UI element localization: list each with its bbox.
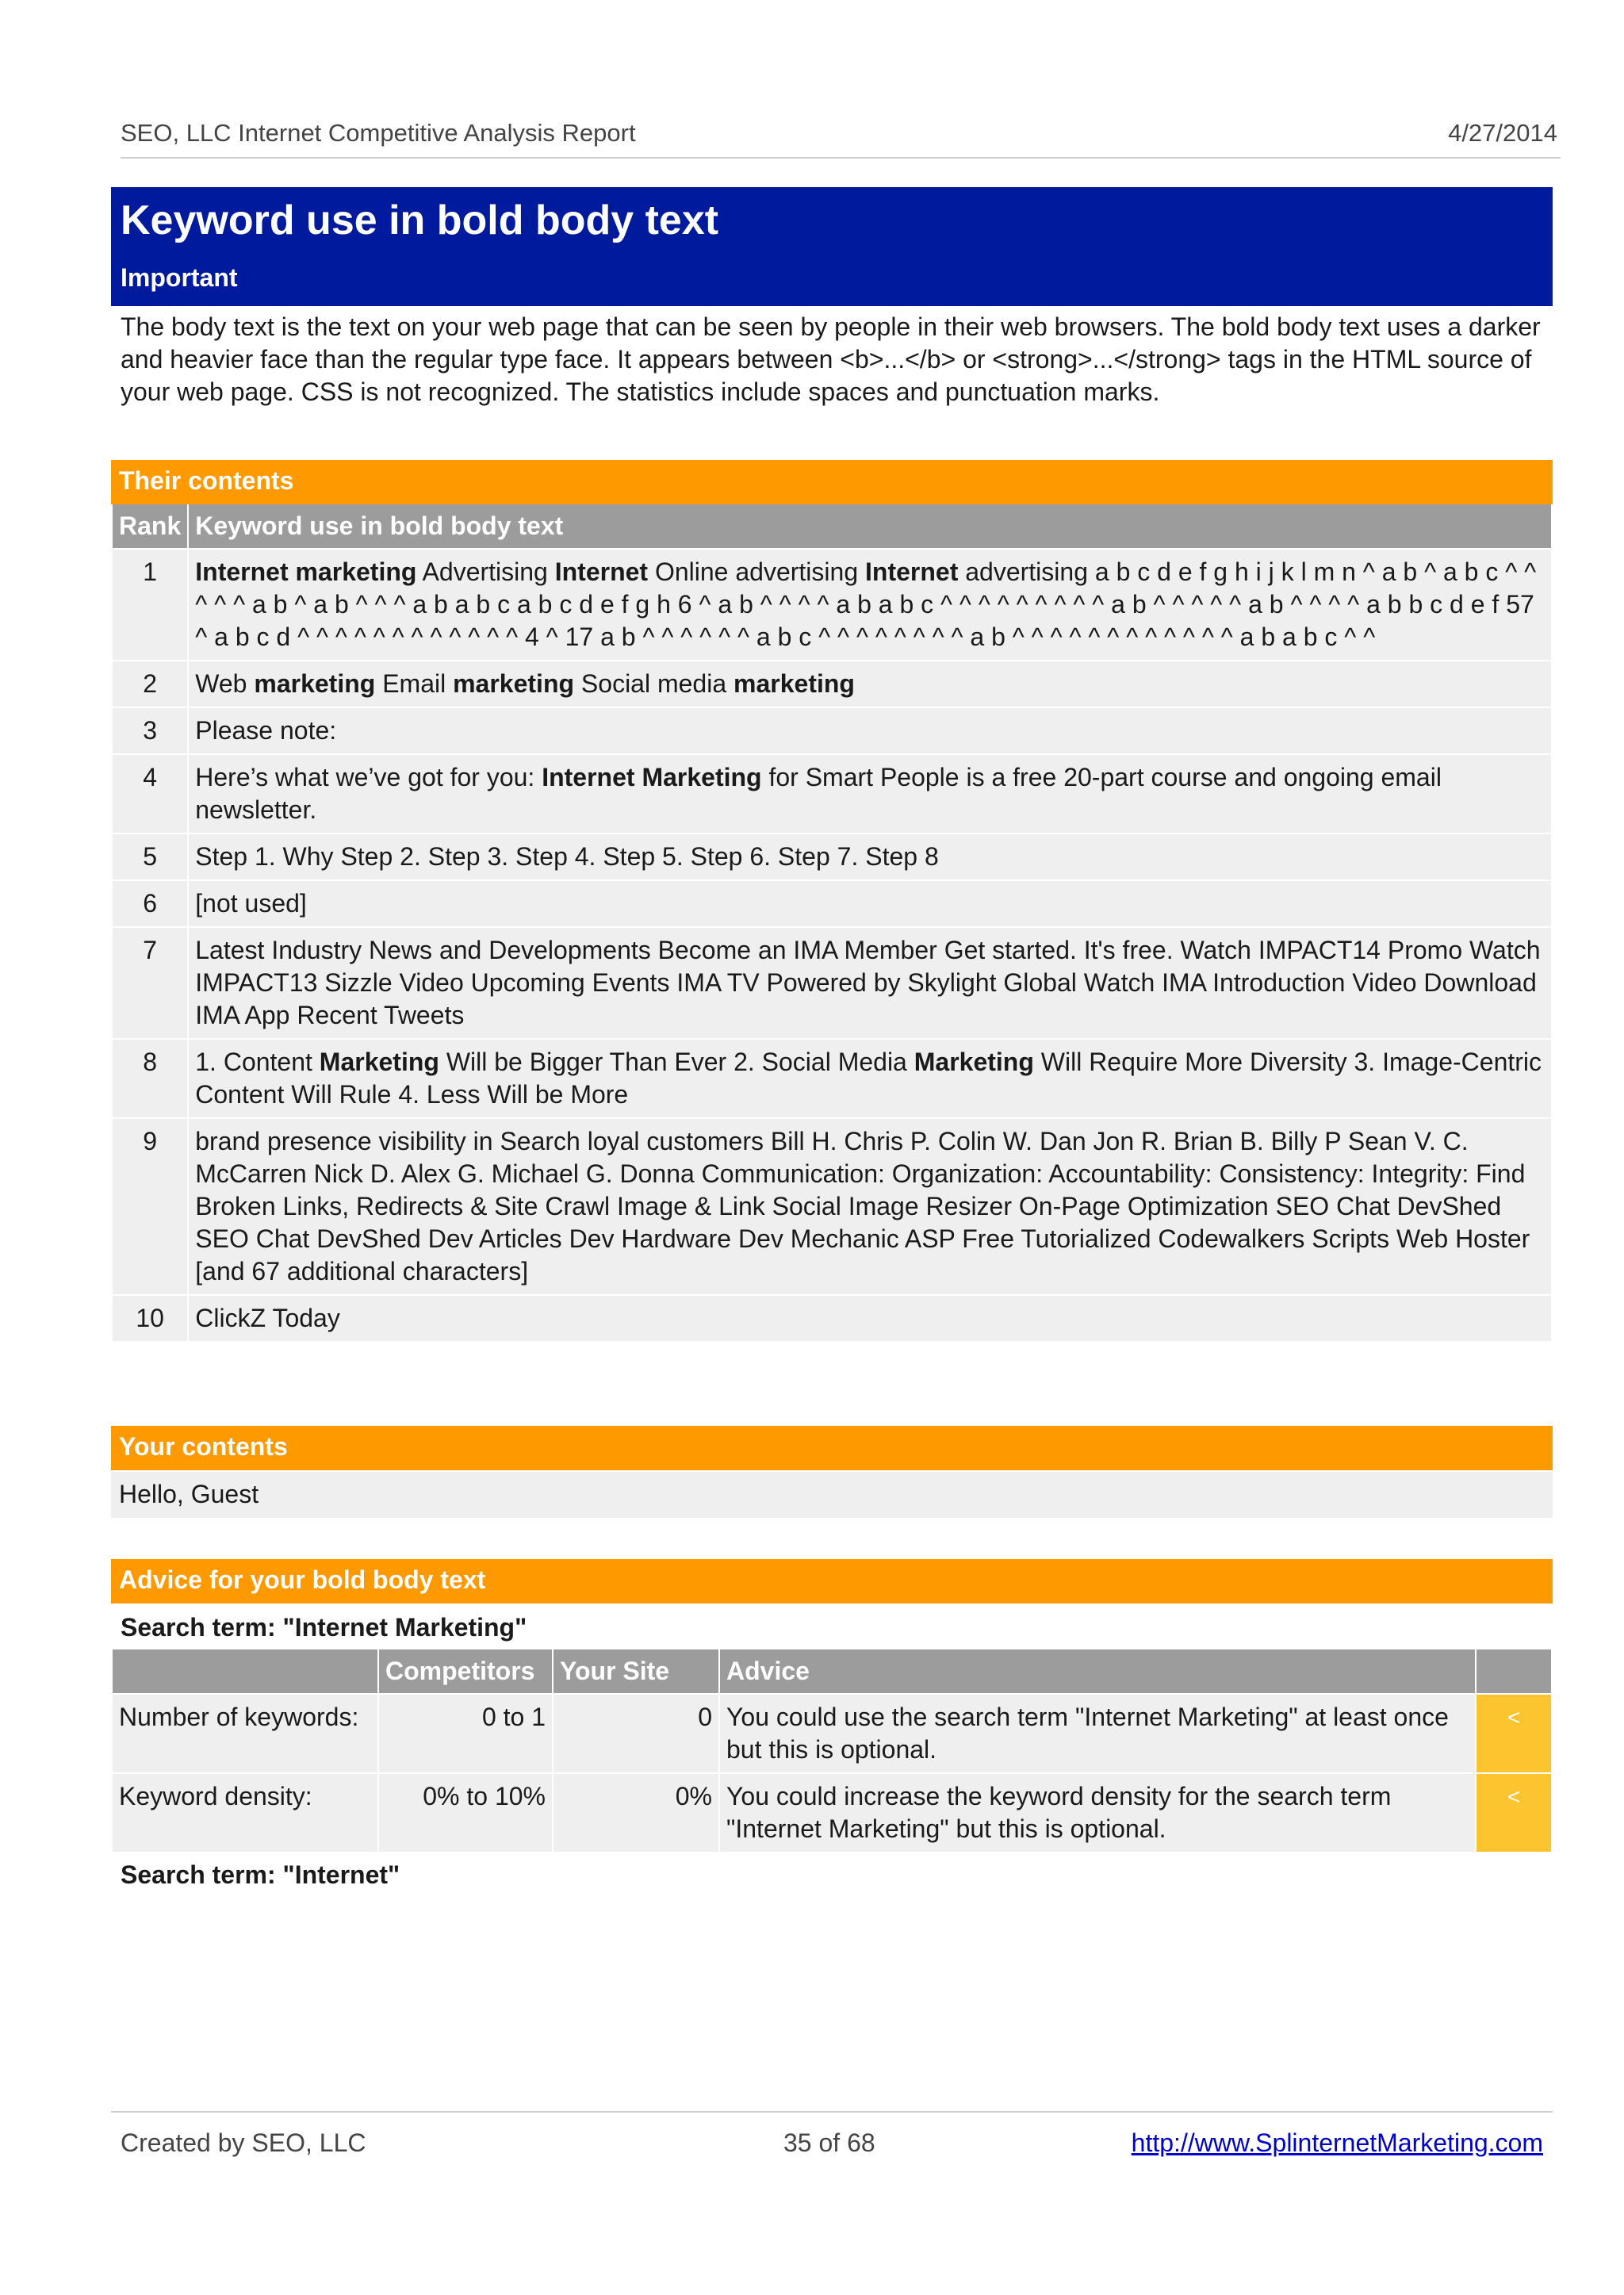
table-row — [112, 549, 1552, 661]
bold-keyword: marketing — [254, 669, 376, 698]
rank-cell: 7 — [112, 927, 188, 1039]
text-fragment: Latest Industry News and Developments Become an IMA Member Get started. It's free. Watch IMPACT14 Promo Watch IMPACT13 Sizzle Video Upcoming Events IMA TV Powered by Skylight Global Watch IMA Introduction Video Download IMA App Recent Tweets — [195, 936, 1541, 1029]
search-term-internet-marketing: Search term: "Internet Marketing" — [121, 1613, 527, 1642]
text-fragment: Here’s what we’ve got for you: — [195, 763, 542, 791]
table-row — [112, 1295, 1552, 1342]
text-fragment: Will be Bigger Than Ever 2. Social Media — [439, 1048, 914, 1076]
table-row — [112, 754, 1552, 833]
page-footer — [111, 2111, 1553, 2160]
text-fragment: ClickZ Today — [195, 1304, 340, 1332]
advice-heading: Advice for your bold body text — [111, 1559, 1553, 1603]
bold-keyword: marketing — [733, 669, 855, 698]
their-contents-heading: Their contents — [111, 460, 1553, 504]
report-title: SEO, LLC Internet Competitive Analysis Report — [121, 119, 636, 147]
column-header-your-site: Your Site — [553, 1649, 719, 1694]
text-fragment: brand presence visibility in Search loyal customers Bill H. Chris P. Colin W. Dan Jon R. Brian B. Billy P Sean V. C. McCarren Nick D. Alex G. Michael G. Donna Communication: Organization: Accountability: Consistency: Integrity: Find Broken Links, Redirects & Site Crawl Image & Link Social Image Resizer On-Page Optimization SEO Chat DevShed SEO Chat DevShed Dev Articles Dev Hardware Dev Mechanic ASP Free Tutorialized Codewalkers Scripts Web Hoster [and 67 additional characters] — [195, 1127, 1530, 1285]
search-term-internet: Search term: "Internet" — [121, 1860, 400, 1889]
table-row — [112, 707, 1552, 754]
rank-cell: 3 — [112, 707, 188, 754]
table-row — [112, 880, 1552, 927]
bold-keyword: Internet — [865, 557, 959, 586]
keyword-cell — [188, 1039, 1552, 1118]
footer-created-by: Created by SEO, LLC — [121, 2128, 366, 2157]
your-site-value: 0% — [553, 1773, 719, 1852]
advice-flag: < — [1476, 1694, 1552, 1773]
metric-label: Keyword density: — [112, 1773, 378, 1852]
text-fragment: Advertising — [416, 557, 555, 586]
keyword-cell — [188, 1295, 1552, 1342]
keyword-cell — [188, 549, 1552, 661]
competitors-value: 0% to 10% — [378, 1773, 553, 1852]
keyword-cell — [188, 927, 1552, 1039]
text-fragment: Please note: — [195, 716, 337, 745]
competitors-value: 0 to 1 — [378, 1694, 553, 1773]
text-fragment: 1. Content — [195, 1048, 320, 1076]
keyword-cell — [188, 754, 1552, 833]
rank-cell: 4 — [112, 754, 188, 833]
metric-label: Number of keywords: — [112, 1694, 378, 1773]
advice-row — [112, 1694, 1552, 1773]
keyword-cell — [188, 707, 1552, 754]
bold-keyword: Marketing — [319, 1048, 439, 1076]
section-title: Keyword use in bold body text — [121, 197, 719, 243]
keyword-cell — [188, 661, 1552, 707]
their-contents-table — [111, 504, 1553, 1343]
keyword-cell — [188, 1118, 1552, 1295]
your-contents-heading: Your contents — [111, 1426, 1553, 1470]
rank-cell: 6 — [112, 880, 188, 927]
report-date: 4/27/2014 — [1448, 119, 1557, 147]
bold-keyword: Internet Marketing — [542, 763, 762, 791]
footer-page-number: 35 of 68 — [783, 2128, 875, 2157]
table-row — [112, 1118, 1552, 1295]
text-fragment: [not used] — [195, 889, 307, 918]
text-fragment: advertising a b c d e f g h i j k l m n ^ a b ^ a b c ^ ^ ^ ^ ^ a b ^ a b ^ ^ ^ a b a b c a b c d e f g h 6 ^ a b ^ ^ ^ ^ a b a b c ^ ^ ^ ^ ^ ^ ^ ^ ^ a b ^ ^ ^ ^ ^ a b ^ ^ ^ ^ a b b c d e f 57 ^ a b c d ^ ^ ^ ^ ^ ^ ^ ^ ^ ^ ^ ^ 4 ^ 17 a b ^ ^ ^ ^ ^ ^ a b c ^ ^ ^ ^ ^ ^ ^ ^ a b ^ ^ ^ ^ ^ ^ ^ ^ ^ ^ ^ ^ a b a b c ^ ^ — [195, 557, 1537, 651]
column-header-rank: Rank — [112, 504, 188, 549]
text-fragment: Email — [375, 669, 454, 698]
advice-text: You could use the search term "Internet Marketing" at least once but this is optional. — [719, 1694, 1476, 1773]
advice-text: You could increase the keyword density for the search term "Internet Marketing" but this is optional. — [719, 1773, 1476, 1852]
rank-cell: 5 — [112, 833, 188, 880]
text-fragment: Online advertising — [648, 557, 865, 586]
keyword-cell — [188, 880, 1552, 927]
importance-label: Important — [121, 263, 238, 292]
text-fragment: Step 1. Why Step 2. Step 3. Step 4. Step 5. Step 6. Step 7. Step 8 — [195, 842, 939, 871]
column-header-metric — [112, 1649, 378, 1694]
table-row — [112, 661, 1552, 707]
rank-cell: 10 — [112, 1295, 188, 1342]
text-fragment: Will Require More Diversity 3. Image-Centric Content Will Rule 4. Less Will be More — [195, 1048, 1542, 1109]
advice-table — [111, 1649, 1553, 1853]
bold-keyword: marketing — [453, 669, 575, 698]
text-fragment: Social media — [574, 669, 734, 698]
your-contents-text: Hello, Guest — [111, 1472, 1553, 1518]
rank-cell: 1 — [112, 549, 188, 661]
text-fragment: for Smart People is a free 20-part course and ongoing email newsletter. — [195, 763, 1442, 824]
rank-cell: 2 — [112, 661, 188, 707]
page-header — [121, 116, 1561, 159]
column-header-keyword: Keyword use in bold body text — [188, 504, 1552, 549]
text-fragment: Web — [195, 669, 255, 698]
bold-keyword: Internet — [554, 557, 649, 586]
bold-keyword: Internet marketing — [195, 557, 417, 586]
advice-flag: < — [1476, 1773, 1552, 1852]
column-header-flag — [1476, 1649, 1552, 1694]
table-row — [112, 833, 1552, 880]
footer-website-link[interactable]: http://www.SplinternetMarketing.com — [1131, 2128, 1543, 2157]
table-row — [112, 927, 1552, 1039]
rank-cell: 9 — [112, 1118, 188, 1295]
your-site-value: 0 — [553, 1694, 719, 1773]
section-title-box — [111, 187, 1553, 306]
advice-row — [112, 1773, 1552, 1852]
section-description: The body text is the text on your web page that can be seen by people in their web browsers. The bold body text uses a darker and heavier face than the regular type face. It appears between <b>...</b> or <strong>...</strong> tags in the HTML source of your web page. CSS is not recognized. The statistics include spaces and punctuation marks. — [121, 312, 1541, 406]
column-header-competitors: Competitors — [378, 1649, 553, 1694]
rank-cell: 8 — [112, 1039, 188, 1118]
keyword-cell — [188, 833, 1552, 880]
bold-keyword: Marketing — [914, 1048, 1034, 1076]
column-header-advice: Advice — [719, 1649, 1476, 1694]
table-row — [112, 1039, 1552, 1118]
